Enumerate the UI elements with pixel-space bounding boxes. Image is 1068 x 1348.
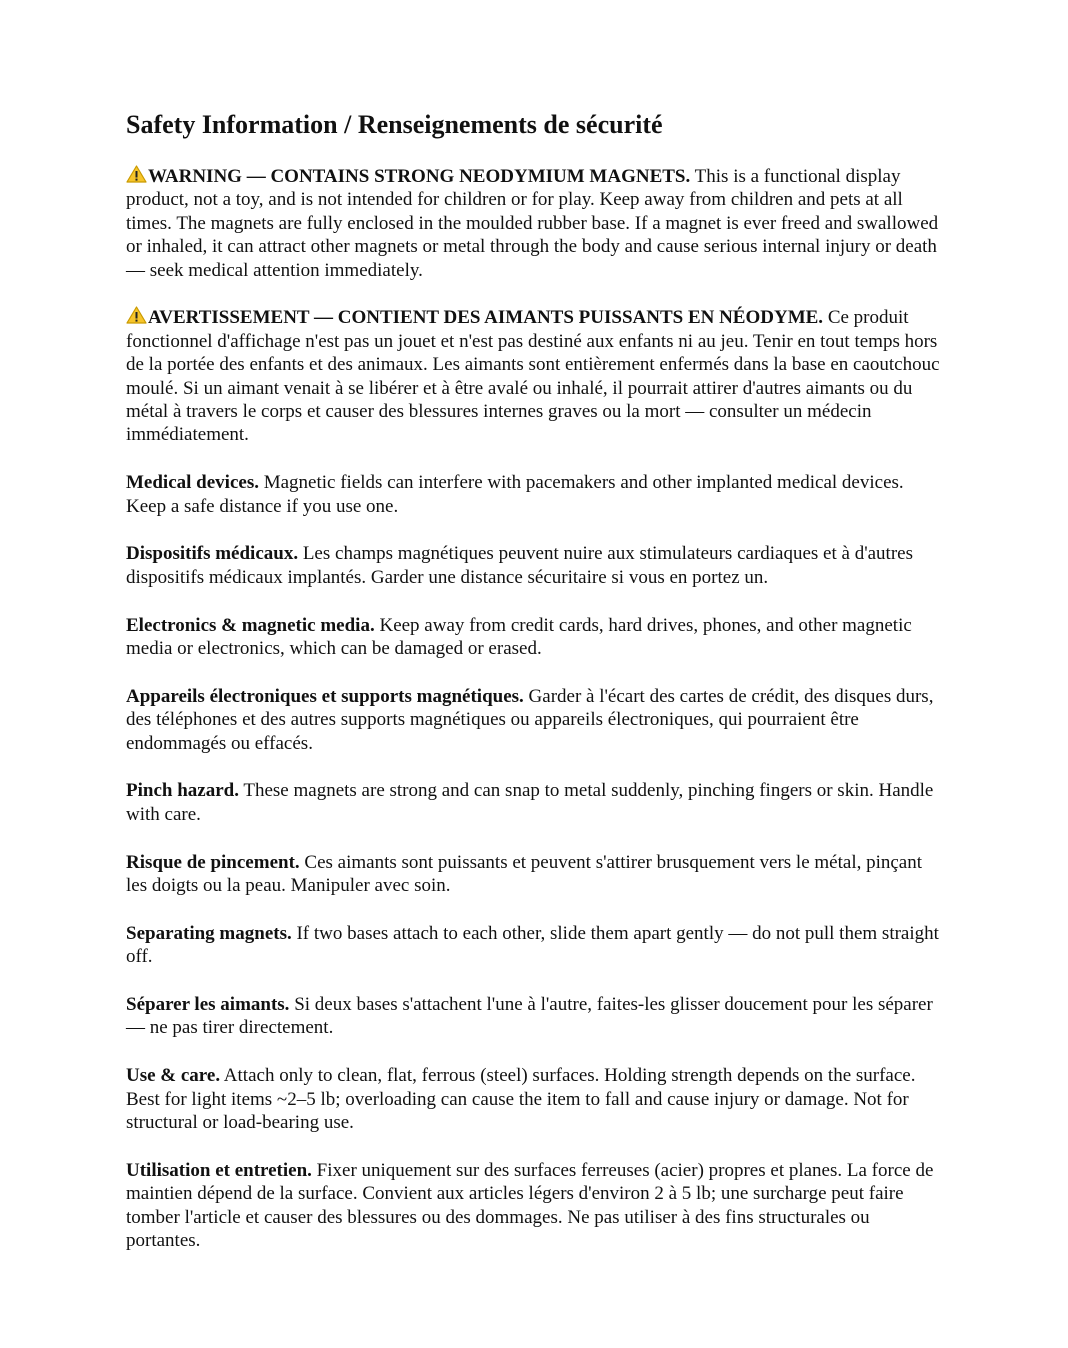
section-appareils-electroniques [126, 685, 944, 755]
section-medical-devices [126, 471, 944, 518]
section-body: Garder à l'écart des cartes de crédit, des disques durs, des téléphones et des autres supports magnétiques ou appareils électroniques, qui pourraient être endommagés ou effacés. [126, 685, 934, 754]
section-body: These magnets are strong and can snap to metal suddenly, pinching fingers or skin. Handle with care. [126, 780, 934, 825]
section-electronics [126, 614, 944, 661]
section-heading: Risque de pincement. [126, 851, 300, 873]
section-heading: Electronics & magnetic media. [126, 614, 375, 636]
section-body: Les champs magnétiques peuvent nuire aux stimulateurs cardiaques et à d'autres dispositifs médicaux implantés. Garder une distance sécuritaire si vous en portez un. [126, 543, 913, 588]
section-heading: Use & care. [126, 1065, 221, 1087]
section-separating-magnets [126, 922, 944, 969]
section-utilisation-entretien [126, 1159, 944, 1253]
warning-english [126, 165, 944, 282]
section-separer-aimants [126, 993, 944, 1040]
section-heading: Dispositifs médicaux. [126, 543, 299, 565]
section-body: This is a functional display product, not a toy, and is not intended for children or for play. Keep away from children and pets at all times. The magnets are fully enclosed in the moulded rubber base. If a magnet is ever freed and swallowed or inhaled, it can attract other magnets or metal through the body and cause serious internal injury or death — seek medical attention immediately. [126, 166, 939, 281]
section-heading: AVERTISSEMENT — CONTIENT DES AIMANTS PUISSANTS EN NÉODYME. [148, 307, 824, 329]
warning-french [126, 306, 944, 446]
section-body: Attach only to clean, flat, ferrous (steel) surfaces. Holding strength depends on the surface. Best for light items ~2–5 lb; overloading can cause the item to fall and cause injury or damage. Not for structural or load-bearing use. [126, 1065, 916, 1134]
section-use-care [126, 1064, 944, 1134]
section-body: If two bases attach to each other, slide them apart gently — do not pull them straight off. [126, 922, 939, 968]
section-body: Ce produit fonctionnel d'affichage n'est pas un jouet et n'est pas destiné aux enfants ni au jeu. Tenir en tout temps hors de la portée des enfants et des animaux. Les aimants sont entièrement enfermés dans la base en caoutchouc moulé. Si un aimant venait à se libérer et à être avalé ou inhalé, il pourrait attirer d'autres aimants ou du métal à travers le corps et causer des blessures internes graves ou la mort — consulter un médecin immédiatement. [126, 307, 940, 446]
section-body: Si deux bases s'attachent l'une à l'autre, faites-les glisser doucement pour les séparer — ne pas tirer directement. [126, 994, 933, 1039]
section-body: Fixer uniquement sur des surfaces ferreuses (acier) propres et planes. La force de maintien dépend de la surface. Convient aux articles légers d'environ 2 à 5 lb; une surcharge peut faire tomber l'article et causer des blessures ou des dommages. Ne pas utiliser à des fins structurales ou portantes. [126, 1159, 934, 1252]
section-heading: Separating magnets. [126, 922, 292, 944]
document-page [126, 109, 944, 1277]
section-body: Magnetic fields can interfere with pacemakers and other implanted medical devices. Keep a safe distance if you use one. [126, 472, 904, 517]
page-title: Safety Information / Renseignements de sécurité [126, 110, 663, 139]
section-pinch-hazard [126, 779, 944, 826]
section-heading: Séparer les aimants. [126, 994, 290, 1016]
section-body: Ces aimants sont puissants et peuvent s'attirer brusquement vers le métal, pinçant les doigts ou la peau. Manipuler avec soin. [126, 851, 923, 897]
section-risque-pincement [126, 851, 944, 898]
section-heading: Pinch hazard. [126, 780, 239, 802]
section-heading: Medical devices. [126, 472, 259, 494]
section-heading: Appareils électroniques et supports magnétiques. [126, 685, 524, 707]
section-dispositifs-medicaux [126, 542, 944, 589]
warning-icon [126, 306, 147, 324]
warning-icon [126, 165, 147, 183]
section-heading: Utilisation et entretien. [126, 1159, 312, 1181]
section-heading: WARNING — CONTAINS STRONG NEODYMIUM MAGNETS. [148, 166, 691, 187]
section-body: Keep away from credit cards, hard drives, phones, and other magnetic media or electronics, which can be damaged or erased. [126, 614, 912, 660]
